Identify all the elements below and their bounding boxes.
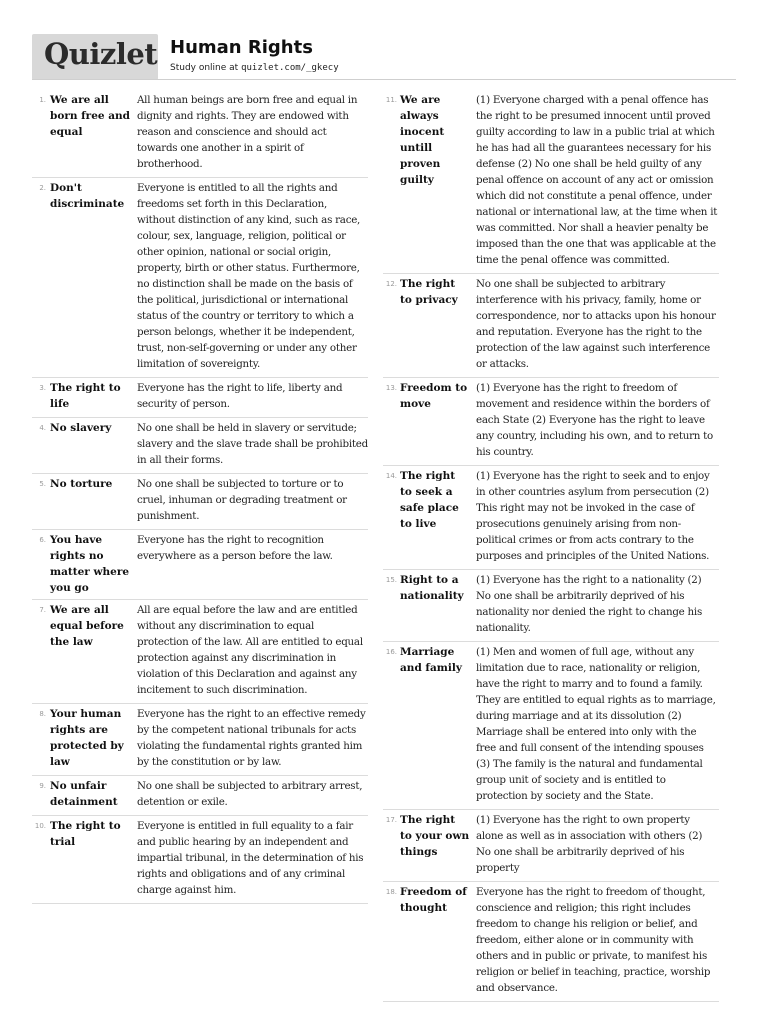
quizlet-logo[interactable] — [32, 34, 158, 80]
card-number: 13. — [385, 384, 397, 392]
card-number: 3. — [39, 384, 46, 392]
card-term: Right to a nationality — [400, 574, 464, 602]
card-definition: (1) Everyone has the right to a nationality (2) No one shall be arbitrarily deprived of his nationality nor denied the right to change his nationality. — [476, 574, 703, 634]
card-definition: All are equal before the law and are entitled without any discrimination to equal protection of the law. All are entitled to equal protection against any discrimination in violation of this Declaration and against any incitement to such discrimination. — [137, 604, 363, 696]
flashcard — [383, 90, 719, 274]
card-number: 6. — [39, 536, 46, 544]
flashcard — [383, 642, 719, 810]
card-term: The right to trial — [50, 820, 121, 848]
card-definition: Everyone has the right to recognition everywhere as a person before the law. — [137, 534, 333, 562]
card-term: The right to life — [50, 382, 121, 410]
card-term: No slavery — [50, 422, 112, 434]
card-number: 9. — [39, 782, 46, 790]
card-number: 1. — [39, 96, 46, 104]
card-number: 8. — [39, 710, 46, 718]
card-number: 2. — [39, 184, 46, 192]
flashcard — [383, 882, 719, 1002]
study-online-url[interactable]: quizlet.com/_gkecy — [241, 63, 339, 73]
flashcard — [32, 474, 368, 530]
card-number: 14. — [385, 472, 397, 480]
card-term: The right to privacy — [400, 278, 458, 306]
card-definition: (1) Everyone has the right to freedom of movement and residence within the borders of each State (2) Everyone has the right to leave any country, including his own, and to return to his country. — [476, 382, 714, 458]
card-term: The right to seek a safe place to live — [400, 470, 459, 530]
card-definition: No one shall be held in slavery or servitude; slavery and the slave trade shall be prohibited in all their forms. — [137, 422, 368, 466]
card-number: 10. — [34, 822, 46, 830]
card-number: 5. — [39, 480, 46, 488]
card-definition: (1) Everyone has the right to seek and to enjoy in other countries asylum from persecution (2) This right may not be invoked in the case of prosecutions genuinely arising from non-political crimes or from acts contrary to the purposes and principles of the United Nations. — [476, 470, 710, 562]
card-number: 18. — [385, 888, 397, 896]
logo-text: Quizlet — [44, 37, 158, 71]
flashcard — [32, 816, 368, 904]
card-term: Your human rights are protected by law — [50, 708, 124, 768]
flashcard — [32, 418, 368, 474]
study-online-prefix: Study online at — [170, 63, 242, 73]
card-term: Freedom of thought — [400, 886, 467, 914]
flashcard — [32, 378, 368, 418]
card-number: 17. — [385, 816, 397, 824]
card-term: We are all born free and equal — [50, 94, 131, 138]
card-definition: No one shall be subjected to arbitrary arrest, detention or exile. — [137, 780, 363, 808]
flashcard — [383, 810, 719, 882]
flashcard — [32, 704, 368, 776]
flashcard — [32, 178, 368, 378]
card-term: Marriage and family — [400, 646, 462, 674]
card-definition: (1) Everyone charged with a penal offence has the right to be presumed innocent until proved guilty according to law in a public trial at which he has had all the guarantees necessary for his defense (2) No one shall be held guilty of any penal offence on account of any act or omission which did not constitute a penal offence, under national or international law, at the time when it was committed. Nor shall a heavier penalty be imposed than the one that was applicable at the time the penal offence was committed. — [476, 94, 718, 266]
card-definition: Everyone has the right to an effective remedy by the competent national tribunals for acts violating the fundamental rights granted him by the constitution or by law. — [137, 708, 366, 768]
flashcard — [383, 466, 719, 570]
flashcard — [32, 776, 368, 816]
card-number: 12. — [385, 280, 397, 288]
card-number: 7. — [39, 606, 46, 614]
page-title: Human Rights — [170, 37, 313, 58]
card-term: No unfair detainment — [50, 780, 118, 808]
card-number: 15. — [385, 576, 397, 584]
card-term: Freedom to move — [400, 382, 468, 410]
card-number: 11. — [385, 96, 397, 104]
left-column — [32, 90, 368, 904]
card-definition: Everyone has the right to freedom of thought, conscience and religion; this right includes freedom to change his religion or belief, and freedom, either alone or in community with others and in public or private, to manifest his religion or belief in teaching, practice, worship and observance. — [476, 886, 711, 994]
card-term: Don't discriminate — [50, 182, 125, 210]
card-number: 16. — [385, 648, 397, 656]
flashcard — [32, 530, 368, 600]
flashcard — [383, 274, 719, 378]
page-header — [32, 34, 736, 80]
card-definition: No one shall be subjected to torture or to cruel, inhuman or degrading treatment or punishment. — [137, 478, 347, 522]
header-divider — [32, 79, 736, 80]
card-term: We are all equal before the law — [50, 604, 124, 648]
card-term: We are always inocent untill proven guilty — [400, 94, 445, 186]
card-definition: Everyone is entitled in full equality to a fair and public hearing by an independent and impartial tribunal, in the determination of his rights and obligations and of any criminal charge against him. — [137, 820, 364, 896]
right-column — [383, 90, 719, 1002]
card-term: No torture — [50, 478, 113, 490]
study-online-line — [170, 63, 339, 73]
card-definition: Everyone has the right to life, liberty and security of person. — [137, 382, 343, 410]
card-term: The right to your own things — [400, 814, 470, 858]
flashcard — [32, 90, 368, 178]
card-definition: All human beings are born free and equal in dignity and rights. They are endowed with reason and conscience and should act towards one another in a spirit of brotherhood. — [137, 94, 358, 170]
card-term: You have rights no matter where you go — [50, 534, 130, 594]
flashcard — [383, 378, 719, 466]
card-definition: No one shall be subjected to arbitrary interference with his privacy, family, home or correspondence, nor to attacks upon his honour and reputation. Everyone has the right to the protection of the law against such interference or attacks. — [476, 278, 716, 370]
flashcard — [383, 570, 719, 642]
card-definition: (1) Everyone has the right to own property alone as well as in association with others (2) No one shall be arbitrarily deprived of his property — [476, 814, 703, 874]
flashcard — [32, 600, 368, 704]
card-definition: Everyone is entitled to all the rights and freedoms set forth in this Declaration, without distinction of any kind, such as race, colour, sex, language, religion, political or other opinion, national or social origin, property, birth or other status. Furthermore, no distinction shall be made on the basis of the political, jurisdictional or international status of the country or territory to which a person belongs, whether it be independent, trust, non-self-governing or under any other limitation of sovereignty. — [137, 182, 361, 370]
card-definition: (1) Men and women of full age, without any limitation due to race, nationality or religion, have the right to marry and to found a family. They are entitled to equal rights as to marriage, during marriage and at its dissolution (2) Marriage shall be entered into only with the free and full consent of the intending spouses (3) The family is the natural and fundamental group unit of society and is entitled to protection by society and the State. — [476, 646, 716, 802]
card-number: 4. — [39, 424, 46, 432]
